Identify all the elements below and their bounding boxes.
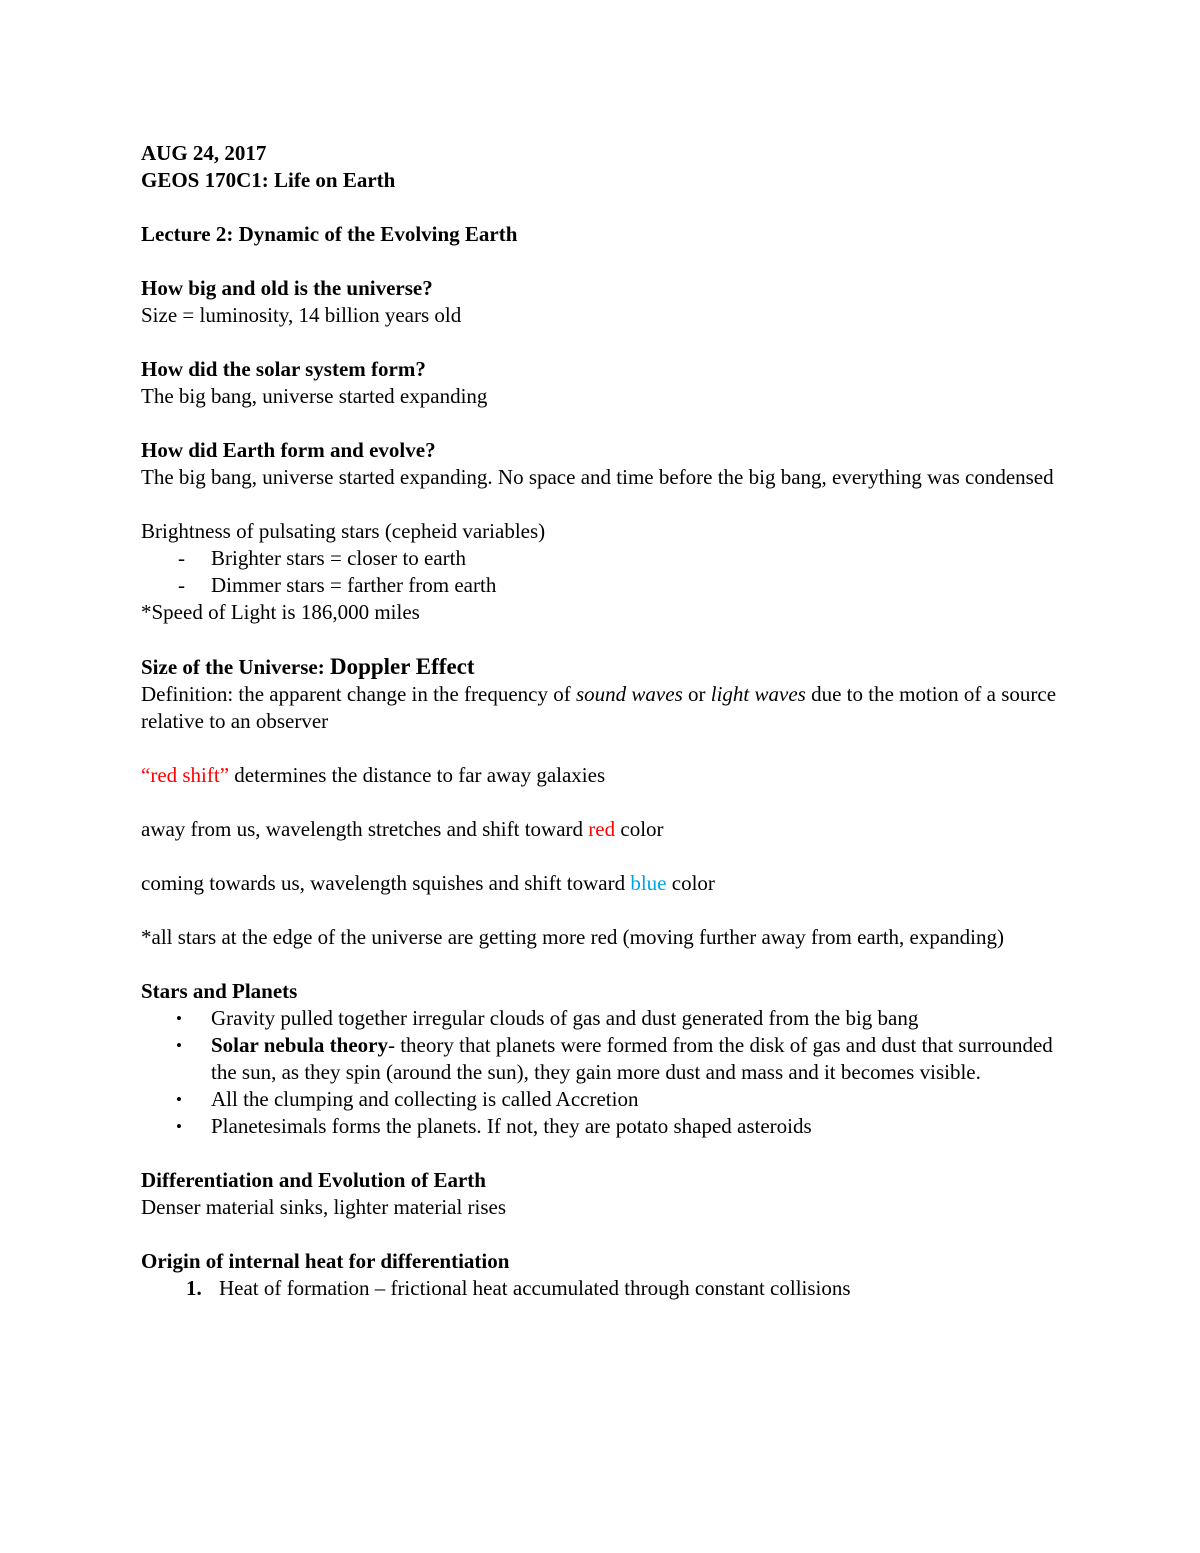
- red-shift-term: “red shift”: [141, 763, 230, 787]
- away-line: [141, 816, 1071, 843]
- speed-of-light-note: *Speed of Light is 186,000 miles: [141, 600, 420, 624]
- spacer: [141, 1221, 1071, 1248]
- dash-marker: -: [178, 573, 185, 597]
- question-answer: The big bang, universe started expanding. No space and time before the big bang, everything was condensed: [141, 465, 1054, 489]
- stars-planets-heading: Stars and Planets: [141, 979, 298, 1003]
- list-item-text: Dimmer stars = farther from earth: [211, 573, 497, 597]
- toward-text: color: [666, 871, 715, 895]
- doppler-heading: [141, 653, 1071, 681]
- bullet-marker: •: [176, 1036, 182, 1055]
- list-item-text: Brighter stars = closer to earth: [211, 546, 467, 570]
- stars-planets-list: [141, 1005, 1071, 1140]
- list-item-text: Planetesimals forms the planets. If not, they are potato shaped asteroids: [211, 1114, 812, 1138]
- list-item: [141, 1275, 1071, 1302]
- bullet-marker: •: [176, 1090, 182, 1109]
- question-heading: How did Earth form and evolve?: [141, 438, 436, 462]
- internal-heat-list: [141, 1275, 1071, 1302]
- dash-marker: -: [178, 546, 185, 570]
- blue-word: blue: [630, 871, 667, 895]
- definition-text: due to the motion of a source relative to an observer: [141, 682, 1057, 733]
- question-heading: How big and old is the universe?: [141, 276, 433, 300]
- doppler-definition: [141, 681, 1071, 735]
- red-shift-text: determines the distance to far away galaxies: [229, 763, 606, 787]
- differentiation-heading: Differentiation and Evolution of Earth: [141, 1168, 486, 1192]
- red-shift-line: [141, 762, 1071, 789]
- list-item-text: Heat of formation – frictional heat accumulated through constant collisions: [219, 1276, 851, 1300]
- spacer: [141, 735, 1071, 762]
- list-item: [141, 1113, 1071, 1140]
- spacer: [141, 329, 1071, 356]
- list-item-text: - theory that planets were formed from the disk of gas and dust that surrounded the sun, as they spin (around the sun), they gain more dust and mass and it becomes visible.: [211, 1033, 1053, 1084]
- list-item-text: All the clumping and collecting is called Accretion: [211, 1087, 639, 1111]
- question-answer: The big bang, universe started expanding: [141, 384, 488, 408]
- spacer: [141, 491, 1071, 518]
- definition-emphasis: light waves: [710, 682, 806, 706]
- list-item-text: Gravity pulled together irregular clouds of gas and dust generated from the big bang: [211, 1006, 919, 1030]
- definition-text: Definition: the apparent change in the frequency of: [141, 682, 576, 706]
- brightness-intro: Brightness of pulsating stars (cepheid variables): [141, 519, 546, 543]
- doppler-heading-prefix: Size of the Universe:: [141, 655, 330, 679]
- differentiation-text: Denser material sinks, lighter material rises: [141, 1195, 507, 1219]
- red-word: red: [588, 817, 616, 841]
- spacer: [141, 1140, 1071, 1167]
- list-item: [141, 1005, 1071, 1032]
- question-answer: Size = luminosity, 14 billion years old: [141, 303, 462, 327]
- lecture-title: Lecture 2: Dynamic of the Evolving Earth: [141, 222, 518, 246]
- list-item: [141, 545, 1071, 572]
- document-page: [141, 140, 1071, 1302]
- doppler-heading-emphasis: Doppler Effect: [329, 654, 475, 679]
- brightness-list: [141, 545, 1071, 599]
- spacer: [141, 194, 1071, 221]
- definition-text: or: [682, 682, 711, 706]
- date-line: AUG 24, 2017: [141, 141, 267, 165]
- spacer: [141, 626, 1071, 653]
- list-item: [141, 1086, 1071, 1113]
- bullet-marker: •: [176, 1009, 182, 1028]
- spacer: [141, 951, 1071, 978]
- away-text: color: [615, 817, 664, 841]
- definition-emphasis: sound waves: [576, 682, 683, 706]
- spacer: [141, 843, 1071, 870]
- spacer: [141, 789, 1071, 816]
- edge-note: *all stars at the edge of the universe are getting more red (moving further away from earth, expanding): [141, 925, 1005, 949]
- list-item: [141, 572, 1071, 599]
- away-text: away from us, wavelength stretches and shift toward: [141, 817, 589, 841]
- spacer: [141, 248, 1071, 275]
- internal-heat-heading: Origin of internal heat for differentiation: [141, 1249, 510, 1273]
- solar-nebula-term: Solar nebula theory: [211, 1033, 388, 1057]
- question-heading: How did the solar system form?: [141, 357, 426, 381]
- toward-line: [141, 870, 1071, 897]
- spacer: [141, 897, 1071, 924]
- bullet-marker: •: [176, 1117, 182, 1136]
- spacer: [141, 410, 1071, 437]
- toward-text: coming towards us, wavelength squishes and shift toward: [141, 871, 631, 895]
- list-item: [141, 1032, 1071, 1086]
- course-title: GEOS 170C1: Life on Earth: [141, 168, 396, 192]
- number-marker: 1.: [186, 1276, 202, 1300]
